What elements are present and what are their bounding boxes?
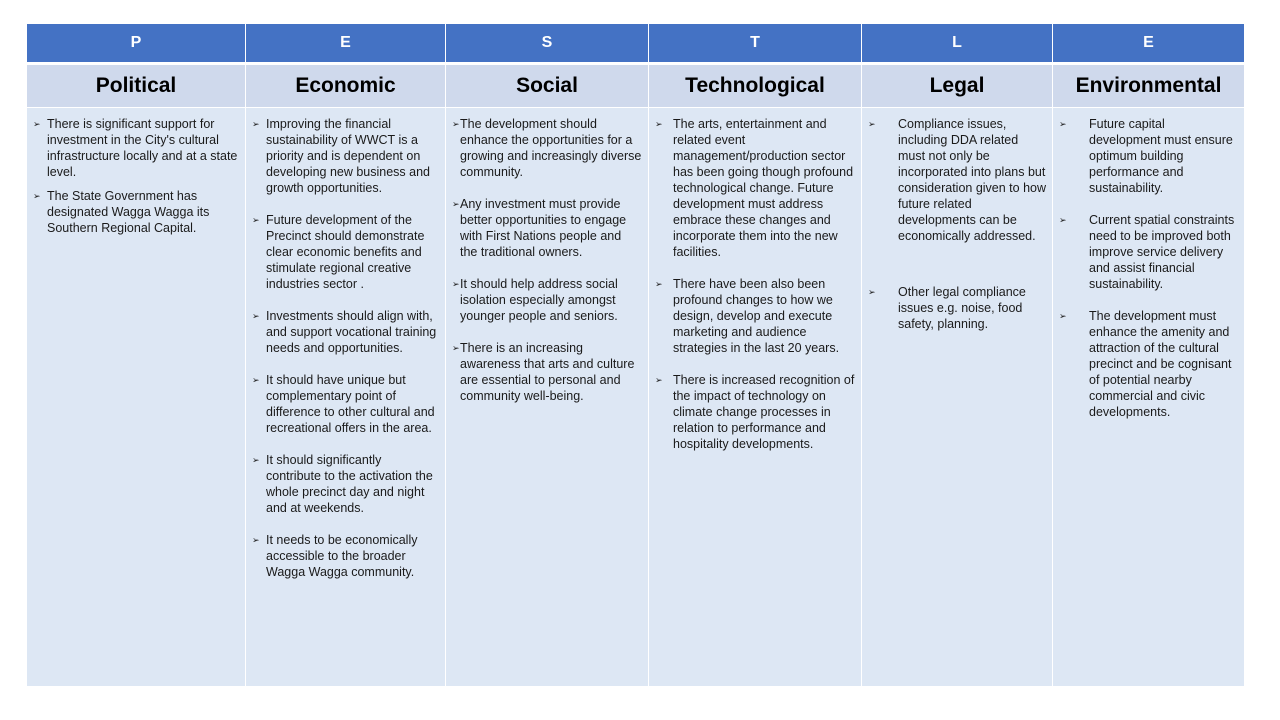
list-item [252,532,439,580]
list-item [252,372,439,436]
body-cell-social [446,108,649,687]
list-item-text: Improving the financial sustainability of WWCT is a priority and is dependent on developing new business and growth opportunities. [266,117,431,195]
bullet-list-social [446,108,648,404]
letter-cell-political: P [27,24,246,64]
list-item-text: There is significant support for investment in the City's cultural infrastructure locally and at a state level. [47,117,238,179]
list-item-text: It should significantly contribute to the activation the whole precinct day and night and at weekends. [266,453,433,515]
list-item [452,116,642,180]
list-item [452,196,642,260]
list-item [868,284,1046,332]
body-row [27,108,1245,687]
list-item-text: There is increased recognition of the impact of technology on climate change processes in relation to performance and hospitality developments. [673,373,855,451]
list-item [452,340,642,404]
bullet-list-technological [649,108,861,452]
bullet-arrow-icon: ➢ [252,535,260,545]
bullet-arrow-icon: ➢ [33,191,41,201]
bullet-arrow-icon: ➢ [655,279,663,289]
letter-cell-environmental: E [1053,24,1245,64]
bullet-arrow-icon: ➢ [252,215,260,225]
letter-cell-social: S [446,24,649,64]
bullet-list-legal [862,108,1052,332]
heading-economic: Economic [246,64,446,108]
heading-environmental: Environmental [1053,64,1245,108]
bullet-arrow-icon: ➢ [452,199,460,209]
bullet-arrow-icon: ➢ [1059,215,1067,225]
list-item [1059,212,1238,292]
list-item [1059,308,1238,420]
list-item-text: Future capital development must ensure optimum building performance and sustainability. [1089,117,1233,195]
heading-row [27,64,1245,108]
list-item-text: It should have unique but complementary point of difference to other cultural and recreational offers in the area. [266,373,435,435]
list-item-text: There is an increasing awareness that arts and culture are essential to personal and community well-being. [460,341,635,403]
list-item-text: Investments should align with, and support vocational training needs and opportunities. [266,309,437,355]
heading-social: Social [446,64,649,108]
bullet-list-economic [246,108,445,580]
body-cell-economic [246,108,446,687]
list-item [868,116,1046,244]
heading-legal: Legal [862,64,1053,108]
bullet-arrow-icon: ➢ [655,119,663,129]
bullet-arrow-icon: ➢ [33,119,41,129]
body-cell-technological [649,108,862,687]
list-item [1059,116,1238,196]
list-item-text: Other legal compliance issues e.g. noise, food safety, planning. [898,285,1026,331]
bullet-arrow-icon: ➢ [1059,119,1067,129]
list-item-text: The development should enhance the opportunities for a growing and increasingly diverse community. [460,117,642,179]
bullet-arrow-icon: ➢ [252,119,260,129]
list-item-text: It needs to be economically accessible to the broader Wagga Wagga community. [266,533,418,579]
list-item-text: The development must enhance the amenity and attraction of the cultural precinct and be cognisant of potential nearby commercial and civic developments. [1089,309,1232,419]
bullet-arrow-icon: ➢ [655,375,663,385]
list-item [33,188,239,236]
body-cell-environmental [1053,108,1245,687]
letter-cell-legal: L [862,24,1053,64]
bullet-arrow-icon: ➢ [868,119,876,129]
bullet-arrow-icon: ➢ [452,279,460,289]
list-item [252,308,439,356]
list-item [252,212,439,292]
list-item [33,116,239,180]
list-item [252,116,439,196]
list-item-text: The State Government has designated Wagga Wagga its Southern Regional Capital. [47,189,210,235]
bullet-arrow-icon: ➢ [1059,311,1067,321]
list-item [655,372,855,452]
heading-political: Political [27,64,246,108]
body-cell-political [27,108,246,687]
list-item [252,452,439,516]
bullet-arrow-icon: ➢ [252,455,260,465]
list-item-text: Compliance issues, including DDA related must not only be incorporated into plans but consideration given to how future related developments can be economically addressed. [898,117,1047,243]
list-item-text: It should help address social isolation especially amongst younger people and seniors. [460,277,618,323]
letter-cell-economic: E [246,24,446,64]
letter-cell-technological: T [649,24,862,64]
heading-technological: Technological [649,64,862,108]
letter-row [27,24,1245,64]
list-item-text: Future development of the Precinct should demonstrate clear economic benefits and stimulate regional creative industries sector . [266,213,425,291]
bullet-arrow-icon: ➢ [868,287,876,297]
list-item-text: Any investment must provide better opportunities to engage with First Nations people and the traditional owners. [460,197,627,259]
bullet-list-environmental [1053,108,1244,420]
list-item-text: Current spatial constraints need to be improved both improve service delivery and assist financial sustainability. [1089,213,1235,291]
bullet-arrow-icon: ➢ [452,343,460,353]
bullet-list-political [27,108,245,236]
bullet-arrow-icon: ➢ [252,375,260,385]
pestle-table [26,23,1245,687]
body-cell-legal [862,108,1053,687]
list-item-text: There have been also been profound changes to how we design, develop and execute marketing and audience strategies in the last 20 years. [673,277,840,355]
list-item [655,116,855,260]
bullet-arrow-icon: ➢ [252,311,260,321]
list-item [452,276,642,324]
list-item [655,276,855,356]
list-item-text: The arts, entertainment and related event management/production sector has been going though profound technological change. Future development must address embrace these changes and incorporate them into the new facilities. [673,117,854,259]
bullet-arrow-icon: ➢ [452,119,460,129]
